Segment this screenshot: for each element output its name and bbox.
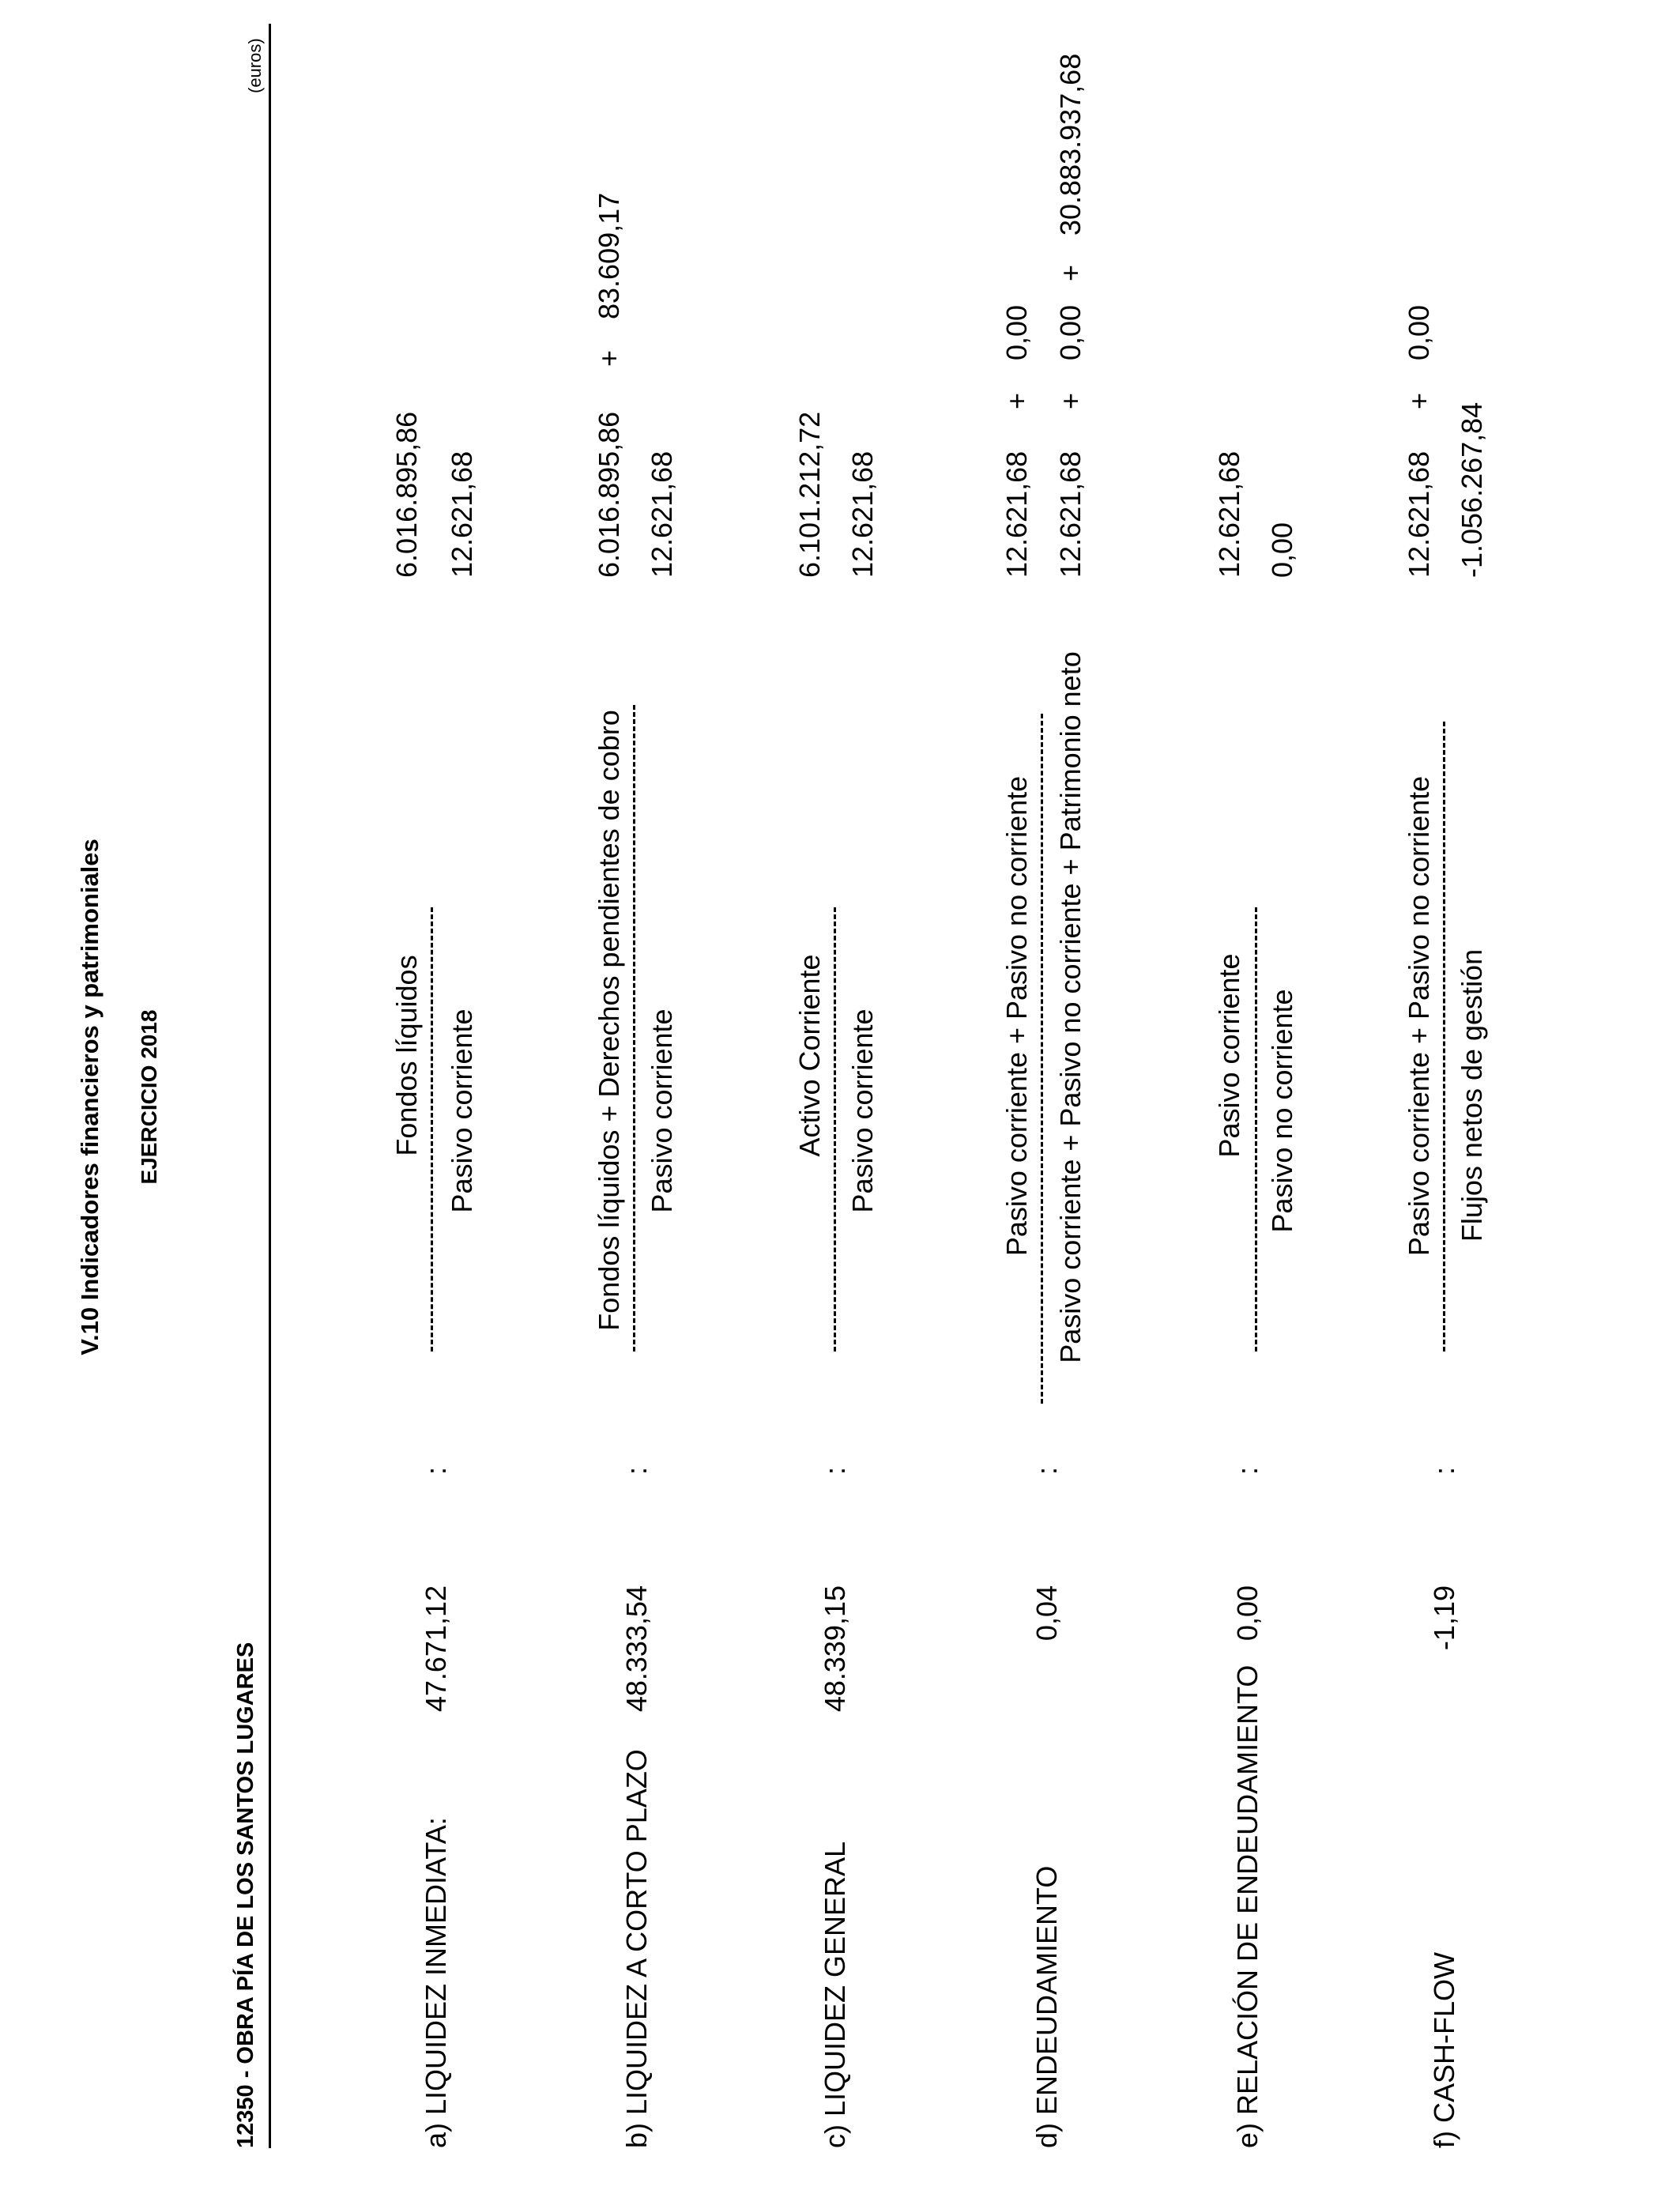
numerator-operator-b: + [593,349,625,367]
denominator-operator-d-1: + [1054,392,1087,409]
entity-name: 12350 - OBRA PÍA DE LOS SANTOS LUGARES [233,1642,258,2148]
numerator-amount-b-2: 83.609,17 [593,192,625,319]
denominator-operator-d-2: + [1054,264,1087,281]
indicator-value-d: 0,04 [1030,1585,1063,1642]
indicator-value-f: -1,19 [1428,1585,1460,1651]
fraction-line-f [1443,722,1445,1351]
numerator-amount-b-1: 6.016.895,86 [593,411,625,578]
indicator-label-d: d) ENDEUDAMIENTO [1030,1865,1063,2148]
numerator-amount-c-1: 6.101.212,72 [793,411,826,578]
currency-unit: (euros) [245,38,265,93]
fraction-line-c [834,907,836,1351]
numerator-c: Activo Corriente [793,954,826,1157]
indicator-colon-b: : [620,1466,653,1475]
numerator-operator-f: + [1403,392,1435,409]
denominator-b: Pasivo corriente [646,1008,678,1213]
numerator-e: Pasivo corriente [1213,953,1245,1158]
indicator-label-b: b) LIQUIDEZ A CORTO PLAZO [620,1749,653,2148]
indicator-value-e: 0,00 [1231,1585,1264,1642]
indicator-label-a: a) LIQUIDEZ INMEDIATA: [420,1817,452,2148]
indicator-value-b: 48.333,54 [620,1585,653,1713]
denominator-f: Flujos netos de gestión [1456,948,1488,1242]
numerator-amount-d-2: 0,00 [1000,304,1033,360]
exercise-year: EJERCICIO 2018 [137,1009,161,1185]
denominator-amount-b-1: 12.621,68 [646,450,678,578]
numerator-a: Fondos líquidos [390,955,423,1156]
indicator-label-c: c) LIQUIDEZ GENERAL [819,1841,851,2148]
header-rule [269,24,271,2148]
indicator-colon-f: : [1428,1466,1460,1475]
indicator-label-e: e) RELACIÓN DE ENDEUDAMIENTO [1231,1664,1264,2148]
numerator-amount-d-1: 12.621,68 [1000,450,1033,578]
numerator-amount-f-2: 0,00 [1403,304,1435,360]
indicator-value-a: 47.671,12 [420,1585,452,1713]
indicator-value-c: 48.339,15 [819,1585,851,1713]
denominator-e: Pasivo no corriente [1266,989,1298,1233]
fraction-line-b [633,705,635,1351]
numerator-d: Pasivo corriente + Pasivo no corriente [1000,775,1033,1257]
indicator-colon-a: : [420,1466,452,1475]
numerator-amount-a-1: 6.016.895,86 [390,411,423,578]
denominator-a: Pasivo corriente [446,1008,478,1213]
indicator-colon-e: : [1231,1466,1264,1475]
numerator-amount-e-1: 12.621,68 [1213,450,1245,578]
denominator-amount-d-1: 12.621,68 [1054,450,1087,578]
fraction-line-d [1041,714,1043,1404]
denominator-amount-e-1: 0,00 [1266,522,1298,578]
denominator-amount-a-1: 12.621,68 [446,450,478,578]
numerator-f: Pasivo corriente + Pasivo no corriente [1403,775,1435,1257]
numerator-amount-f-1: 12.621,68 [1403,450,1435,578]
numerator-operator-d: + [1000,392,1033,409]
denominator-amount-d-3: 30.883.937,68 [1054,53,1087,236]
denominator-d: Pasivo corriente + Pasivo no corriente + Patrimonio neto [1054,651,1087,1363]
fraction-line-e [1255,907,1257,1351]
denominator-c: Pasivo corriente [846,1008,879,1213]
indicator-label-f: f) CASH-FLOW [1428,1952,1460,2148]
denominator-amount-d-2: 0,00 [1054,304,1087,360]
fraction-line-a [431,907,433,1351]
denominator-amount-f-1: -1.056.267,84 [1456,401,1488,578]
indicator-colon-c: : [819,1466,851,1475]
indicator-colon-d: : [1030,1466,1063,1475]
numerator-b: Fondos líquidos + Derechos pendientes de cobro [593,710,625,1331]
document-title: V.10 Indicadores financieros y patrimoniales [76,839,104,1355]
denominator-amount-c-1: 12.621,68 [846,450,879,578]
